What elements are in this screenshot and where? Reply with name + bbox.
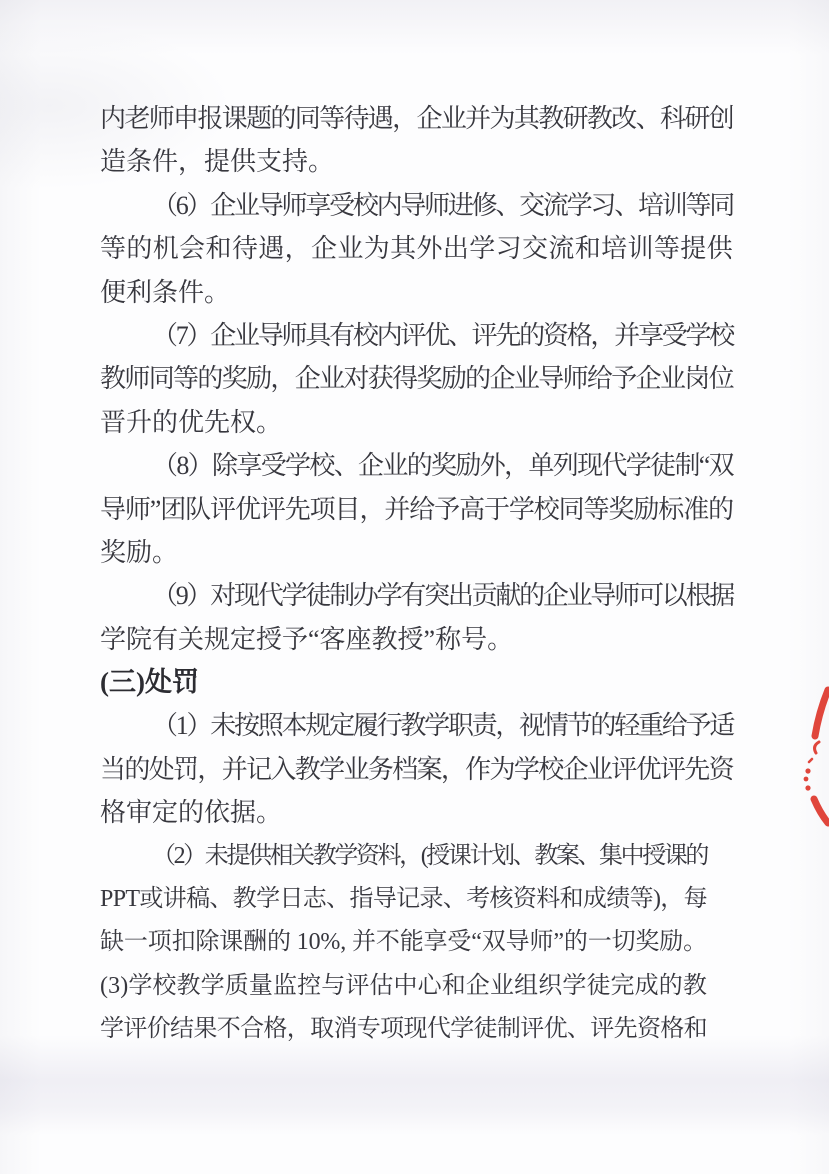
text-line: （8）除享受学校、企业的奖励外，单列现代学徒制“双 [152, 451, 733, 481]
text-line: 当的处罚，并记入教学业务档案，作为学校企业评优评先资 [100, 754, 733, 784]
text-line: 学评价结果不合格，取消专项现代学徒制评优、评先资格和 [100, 1016, 707, 1043]
text-line: 奖励。 [100, 537, 179, 567]
text-line: 学院有关规定授予“客座教授”称号。 [100, 624, 514, 654]
text-line: （6）企业导师享受校内导师进修、交流学习、培训等同 [152, 190, 733, 220]
text-line: 教师同等的奖励，企业对获得奖励的企业导师给予企业岗位 [100, 364, 733, 394]
text-line: （2）未提供相关教学资料，(授课计划、教案、集中授课的 [152, 842, 707, 869]
text-line: (三)处罚 [100, 667, 199, 698]
text-line: 缺一项扣除课酬的 10%, 并不能享受“双导师”的一切奖励。 [100, 929, 707, 956]
text-line: （1）未按照本规定履行教学职责，视情节的轻重给予适 [152, 711, 733, 741]
text-line: (3)学校教学质量监控与评估中心和企业组织学徒完成的教 [100, 972, 707, 999]
document-text-block [100, 97, 733, 1052]
text-line: 便利条件。 [100, 277, 231, 307]
text-line: 格审定的依据。 [100, 798, 283, 828]
text-line: 造条件，提供支持。 [100, 147, 335, 177]
red-seal-stamp-icon [795, 668, 829, 830]
text-line: （7）企业导师具有校内评优、评先的资格，并享受学校 [152, 320, 733, 350]
text-line: 内老师申报课题的同等待遇，企业并为其教研教改、科研创 [100, 104, 733, 133]
text-line: （9）对现代学徒制办学有突出贡献的企业导师可以根据 [152, 581, 733, 611]
text-line: PPT或讲稿、教学日志、指导记录、考核资料和成绩等)，每 [100, 886, 707, 913]
text-line: 等的机会和待遇，企业为其外出学习交流和培训等提供 [100, 234, 733, 264]
text-line: 导师”团队评优评先项目，并给予高于学校同等奖励标准的 [100, 494, 733, 524]
text-line: 晋升的优先权。 [100, 407, 283, 437]
